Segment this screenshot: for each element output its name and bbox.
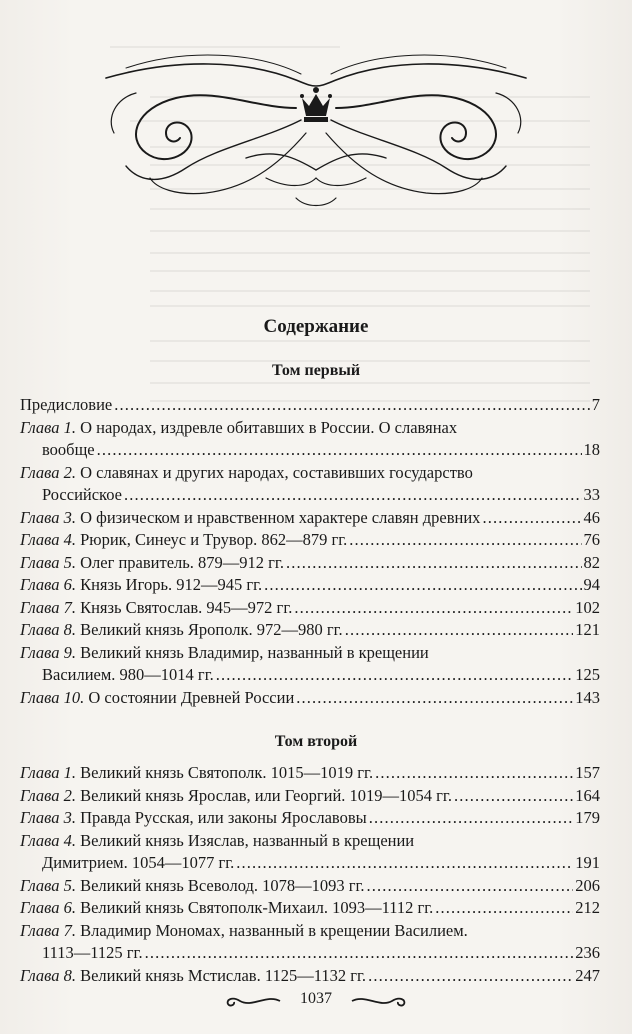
page-ref: 102	[575, 597, 600, 617]
volume-1-title: Том первый	[271, 362, 361, 379]
dot-leader	[294, 597, 573, 620]
chapter-label: Глава 1.	[20, 417, 76, 437]
entry-title: Владимир Мономах, названный в крещении Василием.	[80, 920, 468, 940]
toc-entry	[20, 597, 600, 620]
page-ref: 33	[583, 485, 600, 504]
toc-entry	[20, 785, 600, 808]
entry-title: Великий князь Ярополк. 972—980 гг.	[80, 620, 343, 639]
entry-title: Великий князь Изяслав, названный в крещении	[80, 830, 415, 850]
chapter-label: Глава 7.	[20, 597, 76, 617]
entry-title: Предисловие	[20, 395, 113, 414]
toc-entry	[20, 830, 600, 875]
entry-title: Василием. 980—1014 гг.	[42, 665, 214, 684]
toc-entry	[20, 552, 600, 575]
entry-title: Великий князь Всеволод. 1078—1093 гг.	[80, 875, 365, 895]
toc-entry	[20, 965, 600, 988]
entry-title: Великий князь Святополк. 1015—1019 гг.	[80, 763, 374, 782]
page-ref: 247	[575, 965, 600, 985]
entry-title: вообще	[42, 440, 95, 459]
entry-title: О состоянии Древней России	[88, 687, 295, 707]
entry-title: Великий князь Ярослав, или Георгий. 1019—1054 гг.	[80, 785, 452, 805]
toc-entry	[20, 417, 600, 462]
page-ref: 164	[575, 785, 600, 805]
page-ref: 125	[575, 665, 600, 684]
toc-entry	[20, 462, 600, 507]
volume-2-entries	[20, 762, 600, 987]
entry-title: Правда Русская, или законы Ярославовы	[80, 808, 367, 827]
dot-leader	[114, 394, 590, 417]
chapter-label: Глава 4.	[20, 830, 76, 850]
scroll-flourish-right-icon	[350, 992, 410, 1010]
page-ref: 179	[575, 808, 600, 827]
dot-leader	[367, 875, 574, 898]
chapter-label: Глава 8.	[20, 620, 76, 639]
toc-entry	[20, 507, 600, 530]
chapter-label: Глава 5.	[20, 875, 76, 895]
entry-title: Великий князь Владимир, названный в крещении	[80, 642, 429, 662]
toc-entry	[20, 394, 600, 417]
toc-entry	[20, 807, 600, 830]
volume-2-title: Том второй	[274, 733, 358, 750]
chapter-label: Глава 1.	[20, 763, 76, 782]
page-ref: 82	[583, 552, 600, 572]
entry-title: Олег правитель. 879—912 гг.	[80, 552, 284, 572]
chapter-label: Глава 5.	[20, 552, 76, 572]
chapter-label: Глава 3.	[20, 507, 76, 527]
page-ref: 191	[575, 853, 600, 872]
page-ref: 236	[575, 943, 600, 962]
entry-title: Великий князь Святополк-Михаил. 1093—1112 гг.	[80, 898, 434, 917]
page-ref: 212	[575, 898, 600, 917]
contents-heading: Содержание	[263, 316, 369, 337]
dot-leader	[145, 942, 574, 965]
chapter-label: Глава 8.	[20, 965, 76, 985]
chapter-label: Глава 9.	[20, 642, 76, 662]
entry-title: О физическом и нравственном характере славян древних	[80, 507, 481, 527]
entry-title: Рюрик, Синеус и Трувор. 862—879 гг.	[80, 530, 348, 549]
page-number: 1037	[300, 990, 332, 1007]
entry-title: 1113—1125 гг.	[42, 943, 143, 962]
dot-leader	[97, 439, 582, 462]
dot-leader	[286, 552, 582, 575]
dot-leader	[349, 529, 581, 552]
dot-leader	[482, 507, 581, 530]
chapter-label: Глава 2.	[20, 462, 76, 482]
dot-leader	[435, 897, 573, 920]
page-ref: 46	[583, 507, 600, 527]
toc-entry	[20, 619, 600, 642]
dot-leader	[216, 664, 574, 687]
entry-title: Князь Святослав. 945—972 гг.	[80, 597, 293, 617]
toc-entry	[20, 529, 600, 552]
page-ref: 206	[575, 875, 600, 895]
toc-entry	[20, 687, 600, 710]
toc-entry	[20, 574, 600, 597]
dot-leader	[264, 574, 581, 597]
chapter-label: Глава 4.	[20, 530, 76, 549]
page-ref: 94	[583, 575, 600, 594]
chapter-label: Глава 3.	[20, 808, 76, 827]
volume-1-entries	[20, 394, 600, 709]
toc-entry	[20, 642, 600, 687]
toc-entry	[20, 920, 600, 965]
entry-title: Российское	[42, 485, 123, 504]
dot-leader	[236, 852, 573, 875]
dot-leader	[454, 785, 573, 808]
dot-leader	[375, 762, 573, 785]
dot-leader	[296, 687, 573, 710]
chapter-label: Глава 7.	[20, 920, 76, 940]
page-ref: 76	[583, 530, 600, 549]
entry-title: Димитрием. 1054—1077 гг.	[42, 853, 235, 872]
entry-title: Князь Игорь. 912—945 гг.	[80, 575, 263, 594]
chapter-label: Глава 2.	[20, 785, 76, 805]
entry-title: О славянах и других народах, составивших государство	[80, 462, 473, 482]
chapter-label: Глава 6.	[20, 575, 76, 594]
page-ref: 143	[575, 687, 600, 707]
dot-leader	[345, 619, 574, 642]
page-ref: 121	[575, 620, 600, 639]
toc-entry	[20, 897, 600, 920]
dot-leader	[369, 807, 574, 830]
toc-entry	[20, 875, 600, 898]
dot-leader	[368, 965, 573, 988]
page-ref: 18	[583, 440, 600, 459]
toc-entry	[20, 762, 600, 785]
entry-title: О народах, издревле обитавших в России. О славянах	[80, 417, 458, 437]
entry-title: Великий князь Мстислав. 1125—1132 гг.	[80, 965, 367, 985]
dot-leader	[124, 484, 581, 507]
crown-flourish-ornament	[96, 38, 536, 218]
page-ref: 157	[575, 763, 600, 782]
page-ref: 7	[591, 395, 600, 414]
chapter-label: Глава 6.	[20, 898, 76, 917]
chapter-label: Глава 10.	[20, 687, 85, 707]
